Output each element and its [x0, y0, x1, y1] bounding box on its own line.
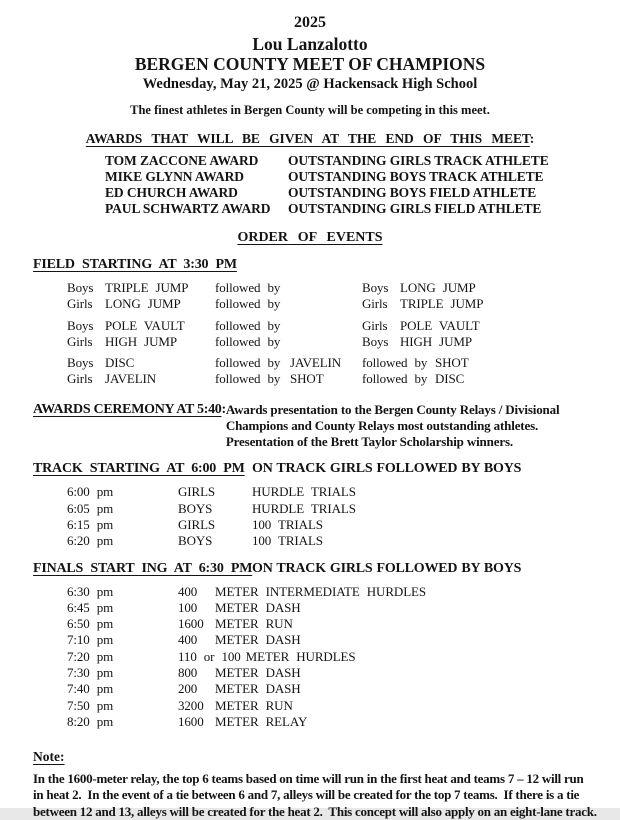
note-line: in heat 2. In the event of a tie between 6 and 7, alleys will be created for the top 7 teams. If there is a tie [33, 787, 580, 803]
event-cell: METER HURDLES [245, 648, 356, 664]
gender-cell: Girls [362, 296, 388, 312]
award-desc: OUTSTANDING BOYS TRACK ATHLETE [288, 169, 544, 184]
event-cell: SHOT [435, 355, 469, 371]
event-cell: JAVELIN [290, 355, 342, 371]
distance-cell: 100 [178, 599, 198, 615]
ceremony-line: Champions and County Relays most outstanding athletes. [225, 417, 539, 433]
group-cell: GIRLS [178, 516, 216, 532]
field-row [0, 280, 620, 296]
meet-name: Lou Lanzalotto [252, 34, 368, 54]
track-row [0, 533, 620, 549]
group-cell: GIRLS [178, 484, 216, 500]
note-paragraph [0, 771, 620, 820]
ceremony-line: Awards presentation to the Bergen County Relays / Divisional [225, 401, 560, 417]
note-line: between 12 and 13, alleys will be created for the heat 2. This concept will also apply on an eight-lane track. [33, 803, 597, 819]
followed-by-cell: followed by [215, 371, 281, 387]
finals-heading-note: ON TRACK GIRLS FOLLOWED BY BOYS [252, 560, 522, 576]
distance-cell: 1600 [178, 616, 204, 632]
award-row [0, 201, 620, 217]
event-cell: HIGH JUMP [400, 333, 472, 349]
time-cell: 7:50 pm [67, 697, 114, 713]
field-row [0, 334, 620, 350]
gender-cell: Boys [362, 333, 389, 349]
time-cell: 6:20 pm [67, 533, 114, 549]
time-cell: 7:30 pm [67, 665, 114, 681]
ceremony-line: Presentation of the Brett Taylor Scholarship winners. [225, 434, 513, 450]
event-cell: METER DASH [215, 632, 301, 648]
awards-heading [0, 131, 620, 147]
awards-heading-colon: : [529, 131, 535, 146]
meet-tagline: The finest athletes in Bergen County will be competing in this meet. [130, 103, 490, 117]
award-name: ED CHURCH AWARD [105, 185, 238, 200]
event-cell: HIGH JUMP [105, 333, 177, 349]
time-cell: 6:30 pm [67, 583, 114, 599]
followed-by-cell: followed by [215, 355, 281, 371]
note-heading: Note: [33, 749, 65, 765]
award-name: MIKE GLYNN AWARD [105, 169, 244, 184]
document-header [0, 12, 620, 118]
field-row [0, 318, 620, 334]
time-cell: 8:20 pm [67, 713, 114, 729]
followed-by-cell: followed by [215, 296, 281, 312]
track-trials-list [0, 484, 620, 549]
award-row [0, 153, 620, 169]
followed-by-cell: followed by [362, 355, 428, 371]
award-name: TOM ZACCONE AWARD [105, 153, 259, 168]
event-cell: POLE VAULT [105, 317, 185, 333]
distance-cell: 400 [178, 583, 198, 599]
event-cell: TRIPLE JUMP [400, 296, 484, 312]
award-row [0, 169, 620, 185]
gender-cell: Boys [362, 280, 389, 295]
event-cell: METER RUN [215, 697, 293, 713]
track-row [0, 501, 620, 517]
field-row [0, 371, 620, 387]
track-row [0, 484, 620, 500]
event-cell: LONG JUMP [400, 280, 476, 295]
time-cell: 6:05 pm [67, 500, 114, 516]
award-desc: OUTSTANDING GIRLS TRACK ATHLETE [288, 153, 549, 168]
time-cell: 6:00 pm [67, 484, 114, 500]
followed-by-cell: followed by [215, 333, 281, 349]
gender-cell: Girls [67, 296, 93, 312]
event-cell: 100 TRIALS [252, 533, 323, 549]
event-cell: DISC [105, 355, 135, 371]
finals-row [0, 616, 620, 632]
event-cell: METER DASH [215, 681, 301, 697]
finals-row [0, 665, 620, 681]
followed-by-cell: followed by [215, 280, 281, 295]
gender-cell: Girls [67, 333, 93, 349]
meet-title: BERGEN COUNTY MEET OF CHAMPIONS [134, 54, 486, 74]
meet-year: 2025 [294, 14, 326, 31]
order-of-events-heading: ORDER OF EVENTS [237, 230, 383, 245]
event-cell: METER RELAY [215, 713, 308, 729]
award-name: PAUL SCHWARTZ AWARD [105, 201, 271, 216]
time-cell: 7:40 pm [67, 681, 114, 697]
field-events-list [0, 280, 620, 388]
award-row [0, 185, 620, 201]
gender-cell: Boys [67, 355, 94, 371]
event-cell: SHOT [290, 371, 324, 387]
award-desc: OUTSTANDING GIRLS FIELD ATHLETE [288, 201, 542, 216]
time-cell: 6:50 pm [67, 616, 114, 632]
gender-cell: Girls [67, 371, 93, 387]
group-cell: BOYS [178, 533, 213, 549]
meet-date-location: Wednesday, May 21, 2025 @ Hackensack High School [142, 76, 478, 92]
event-cell: METER INTERMEDIATE HURDLES [215, 583, 427, 599]
ceremony-description [226, 402, 560, 451]
event-cell: HURDLE TRIALS [252, 484, 356, 500]
gender-cell: Girls [362, 317, 388, 333]
event-cell: POLE VAULT [400, 317, 480, 333]
event-cell: METER DASH [215, 599, 301, 615]
track-heading-note: ON TRACK GIRLS FOLLOWED BY BOYS [252, 461, 522, 477]
ceremony-label-colon: : [221, 401, 226, 417]
distance-cell: 1600 [178, 713, 204, 729]
distance-cell: 3200 [178, 697, 204, 713]
finals-row [0, 698, 620, 714]
field-row [0, 355, 620, 371]
followed-by-cell: followed by [215, 317, 281, 333]
event-cell: HURDLE TRIALS [252, 500, 356, 516]
field-row [0, 296, 620, 312]
event-cell: JAVELIN [105, 371, 157, 387]
awards-ceremony-section [0, 402, 620, 451]
time-cell: 7:20 pm [67, 648, 114, 664]
event-cell: METER DASH [215, 665, 301, 681]
awards-list [0, 153, 620, 217]
distance-cell: 400 [178, 632, 198, 648]
finals-row [0, 681, 620, 697]
finals-row [0, 584, 620, 600]
gender-cell: Boys [67, 280, 94, 295]
track-row [0, 517, 620, 533]
event-cell: 100 TRIALS [252, 516, 323, 532]
finals-row [0, 600, 620, 616]
time-cell: 7:10 pm [67, 632, 114, 648]
note-line: In the 1600-meter relay, the top 6 teams based on time will run in the first heat and teams 7 – 12 will run [33, 771, 584, 787]
track-section-heading: TRACK STARTING AT 6:00 PM ON TRACK GIRLS FOLLOWED BY BOYS [33, 461, 522, 477]
field-section-heading: FIELD STARTING AT 3:30 PM [33, 257, 237, 272]
time-cell: 6:45 pm [67, 599, 114, 615]
finals-row [0, 632, 620, 648]
event-cell: LONG JUMP [105, 296, 181, 312]
finals-section-heading: FINALS START ING AT 6:30 PM ON TRACK GIRLS FOLLOWED BY BOYS [33, 560, 522, 576]
award-desc: OUTSTANDING BOYS FIELD ATHLETE [288, 185, 537, 200]
event-cell: METER RUN [215, 616, 293, 632]
event-cell: DISC [435, 371, 465, 387]
distance-cell: 800 [178, 665, 198, 681]
gender-cell: Boys [67, 317, 94, 333]
ceremony-label: AWARDS CEREMONY AT 5:40: [33, 401, 226, 417]
awards-heading-text: AWARDS THAT WILL BE GIVEN AT THE END OF THIS MEET [85, 131, 530, 146]
distance-cell: 110 or 100 [178, 648, 241, 664]
group-cell: BOYS [178, 500, 213, 516]
finals-row [0, 714, 620, 730]
followed-by-cell: followed by [362, 371, 428, 387]
event-cell: TRIPLE JUMP [105, 280, 189, 295]
finals-row [0, 649, 620, 665]
time-cell: 6:15 pm [67, 516, 114, 532]
distance-cell: 200 [178, 681, 198, 697]
finals-list [0, 584, 620, 731]
